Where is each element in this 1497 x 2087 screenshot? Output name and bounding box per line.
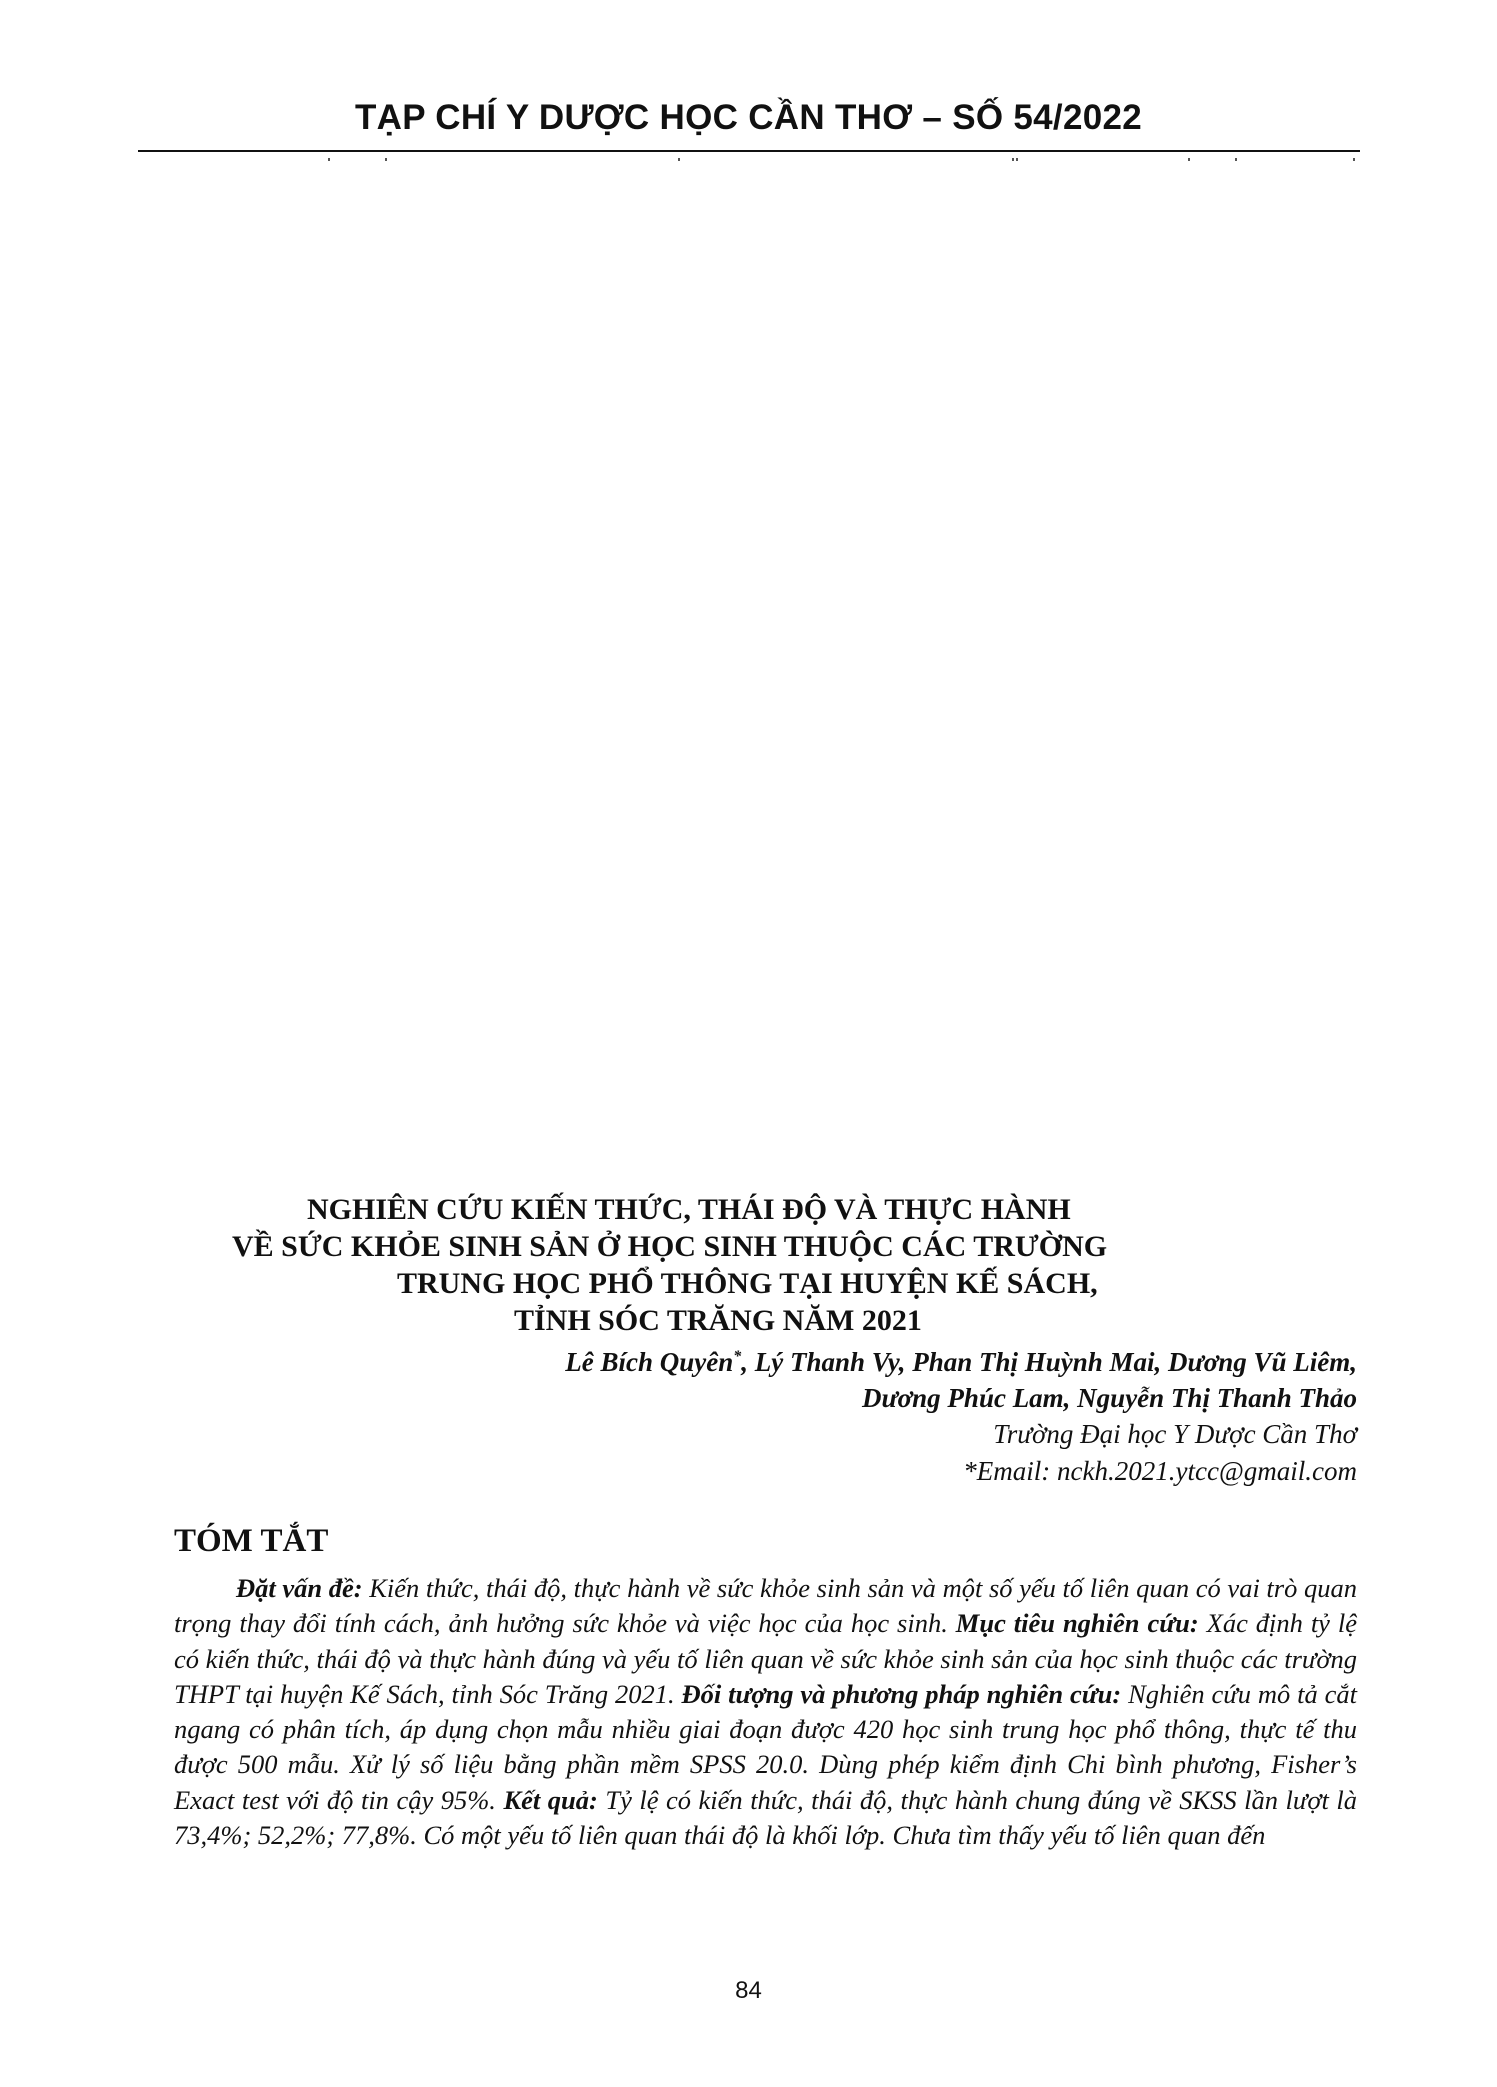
page-number: 84 <box>735 1977 762 2004</box>
label-results: Kết quả: <box>503 1784 598 1815</box>
text-results: Tỷ lệ có kiến thức, thái độ, thực hành chung đúng về SKSS lần lượt là 73,4%; 52,2%; 77,8%. Có một yếu tố liên quan thái độ là khối lớp. Chưa tìm thấy yếu tố liên quan đến <box>174 1784 1357 1851</box>
title-line-1: NGHIÊN CỨU KIẾN THỨC, THÁI ĐỘ VÀ THỰC HÀNH <box>307 1193 1071 1226</box>
text-background: Kiến thức, thái độ, thực hành về sức khỏe sinh sản và một số yếu tố liên quan có vai trò quan trọng thay đổi tính cách, ảnh hưởng sức khỏe và việc học của học sinh. <box>174 1573 1357 1639</box>
scan-speck <box>1012 158 1014 161</box>
author-corresponding: Lê Bích Quyên <box>565 1347 734 1377</box>
label-objective: Mục tiêu nghiên cứu: <box>955 1608 1199 1639</box>
title-line-3: TRUNG HỌC PHỔ THÔNG TẠI HUYỆN KẾ SÁCH, <box>397 1267 1098 1300</box>
title-line-2: VỀ SỨC KHỎE SINH SẢN Ở HỌC SINH THUỘC CÁC TRƯỜNG <box>232 1230 1108 1263</box>
authors-line-2: Dương Phúc Lam, Nguyễn Thị Thanh Thảo <box>862 1383 1357 1413</box>
journal-header-title: TẠP CHÍ Y DƯỢC HỌC CẦN THƠ – SỐ 54/2022 <box>354 98 1143 137</box>
corresponding-mark: * <box>733 1348 742 1365</box>
header-divider <box>138 150 1360 152</box>
header-scan-specks <box>138 158 1360 162</box>
email[interactable]: *Email: nckh.2021.ytcc@gmail.com <box>963 1456 1357 1486</box>
scan-speck <box>1235 158 1237 161</box>
scan-speck <box>678 158 680 161</box>
scan-speck <box>1188 158 1190 161</box>
authors-rest: , Lý Thanh Vy, Phan Thị Huỳnh Mai, Dương Vũ Liêm, <box>741 1347 1357 1377</box>
scan-speck <box>1353 158 1355 161</box>
abstract-paragraph <box>174 1571 1357 1853</box>
affiliation: Trường Đại học Y Dược Cần Thơ <box>993 1419 1357 1449</box>
text-objective: Xác định tỷ lệ có kiến thức, thái độ và thực hành đúng và yếu tố liên quan về sức khỏe sinh sản của học sinh thuộc các trường THPT tại huyện Kế Sách, tỉnh Sóc Trăng 2021. <box>174 1608 1358 1709</box>
title-line-4: TỈNH SÓC TRĂNG NĂM 2021 <box>514 1304 922 1337</box>
text-methods: Nghiên cứu mô tả cắt ngang có phân tích, áp dụng chọn mẫu nhiều giai đoạn được 420 học sinh trung học phổ thông, thực tế thu được 500 mẫu. Xử lý số liệu bằng phần mềm SPSS 20.0. Dùng phép kiểm định Chi bình phương, Fisher’s Exact test với độ tin cậy 95%. <box>174 1678 1357 1815</box>
abstract-heading: TÓM TẮT <box>174 1523 329 1559</box>
scan-speck <box>385 158 387 161</box>
authors-line-1 <box>565 1347 1357 1378</box>
scan-speck <box>328 158 330 161</box>
label-methods: Đối tượng và phương pháp nghiên cứu: <box>681 1678 1122 1709</box>
label-background: Đặt vấn đề: <box>236 1573 363 1603</box>
scan-speck <box>1016 158 1018 161</box>
